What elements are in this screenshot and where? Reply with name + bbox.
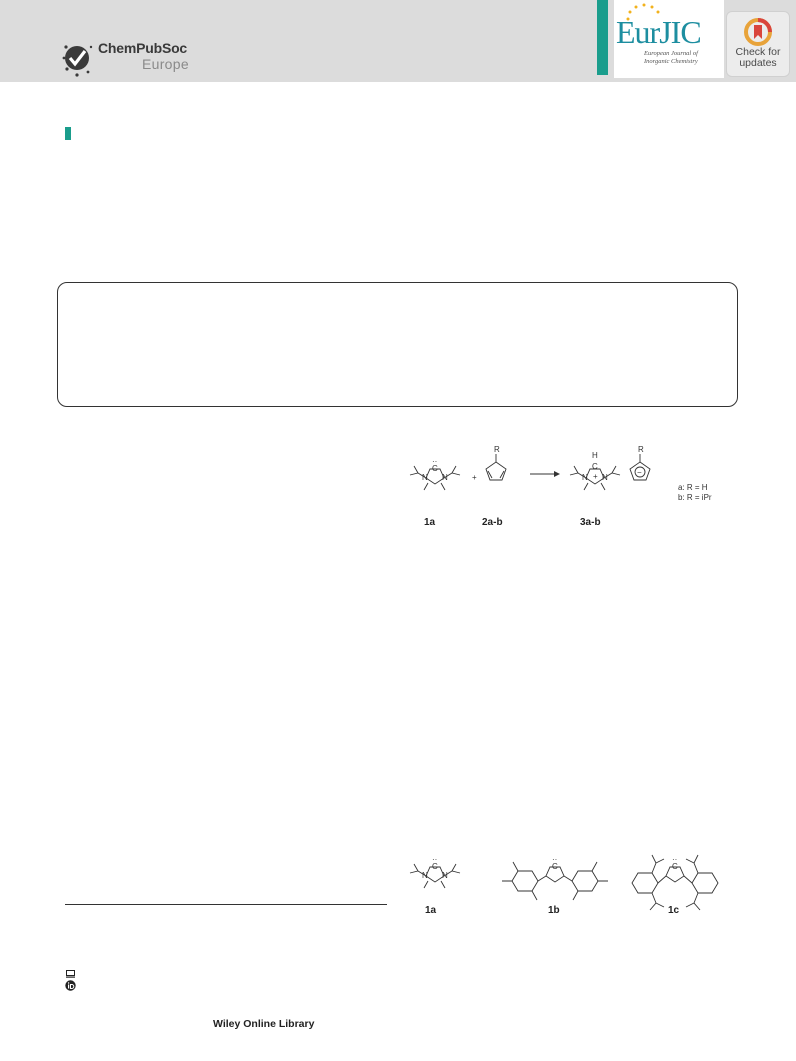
scheme1-note-a: a: R = H <box>678 483 708 492</box>
footnote-rule <box>65 904 387 905</box>
carbene-1a-n-left: N <box>422 871 428 880</box>
page-header <box>0 0 796 82</box>
h-atom-label: H <box>592 451 598 460</box>
plus-sign: + <box>472 473 477 482</box>
n-atom-left: N <box>422 473 428 482</box>
orcid-icon[interactable] <box>65 980 76 991</box>
publisher-region: Europe <box>142 56 189 72</box>
wiley-online-library-link[interactable]: Wiley Online Library <box>213 1018 315 1030</box>
scheme1-label-1a: 1a <box>424 517 436 528</box>
journal-subtitle: European Journal of Inorganic Chemistry <box>644 50 698 65</box>
scheme2-label-1a: 1a <box>425 905 437 916</box>
carbene-1b-c: C <box>552 862 558 871</box>
carbene-c-atom: C <box>432 464 438 473</box>
cyclopentadiene-structure <box>486 454 506 480</box>
scheme2-label-1b: 1b <box>548 905 560 916</box>
abstract-box <box>57 282 738 407</box>
scheme1-label-3a-b: 3a-b <box>580 517 601 528</box>
r-group-label: R <box>494 445 500 454</box>
cation-sign: + <box>593 472 598 481</box>
bookmark-ring-icon <box>744 18 772 46</box>
scheme-1-reaction <box>400 442 730 532</box>
n-atom-right: N <box>442 473 448 482</box>
badge-text: Check for updates <box>735 46 781 69</box>
section-marker <box>65 127 71 140</box>
chempubsoc-star-icon <box>62 38 100 78</box>
chempubsoc-logo[interactable] <box>62 38 212 78</box>
reaction-arrowhead <box>554 471 560 477</box>
carbene-1b-lone-pair: ·· <box>552 855 558 864</box>
journal-logo[interactable] <box>614 0 724 78</box>
imidazolium-n-right: N <box>602 473 608 482</box>
carbene-1c-lone-pair: ·· <box>672 855 678 864</box>
carbene-1a-n-right: N <box>442 871 448 880</box>
imidazolium-c-atom: C <box>592 462 598 471</box>
imidazolium-n-left: N <box>582 473 588 482</box>
accent-bar <box>597 0 608 75</box>
r-group-label-product: R <box>638 445 644 454</box>
scheme-2-carbenes <box>400 845 735 920</box>
publisher-name: ChemPubSoc <box>98 40 188 56</box>
carbene-lone-pair: ·· <box>432 457 438 466</box>
scheme1-note-b: b: R = iPr <box>678 493 712 502</box>
supporting-info-icon[interactable] <box>66 970 75 978</box>
scheme2-label-1c: 1c <box>668 905 680 916</box>
anion-sign: − <box>637 468 642 477</box>
carbene-1a-lone-pair: ·· <box>432 855 438 864</box>
carbene-1c-c: C <box>672 862 678 871</box>
journal-name: EurJIC <box>616 14 701 50</box>
scheme1-label-2a-b: 2a-b <box>482 517 503 528</box>
carbene-1a-c: C <box>432 862 438 871</box>
check-for-updates-badge[interactable] <box>726 11 790 77</box>
